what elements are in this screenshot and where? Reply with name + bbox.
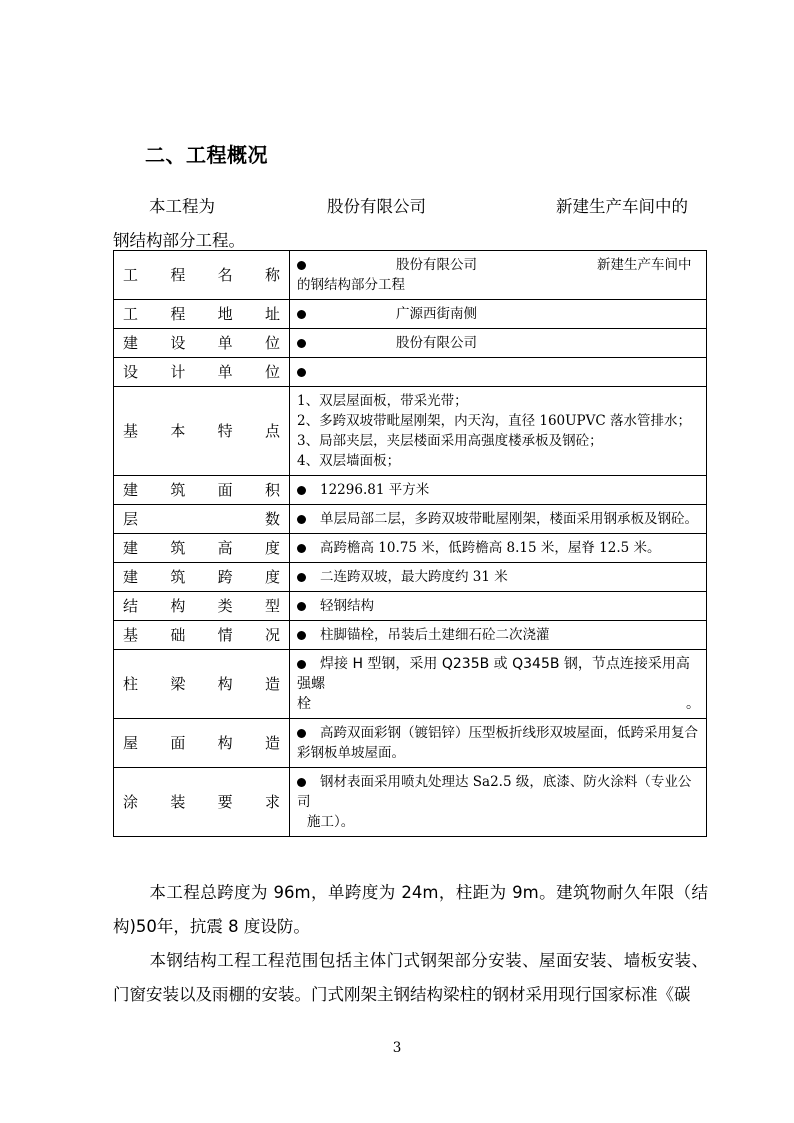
table-row bbox=[114, 719, 707, 768]
table-row bbox=[114, 300, 707, 329]
intro-text-b: 股份有限公司 bbox=[327, 197, 426, 216]
table-row bbox=[114, 534, 707, 563]
bullet-icon bbox=[297, 486, 306, 495]
value-text-project: 新建生产车间中 bbox=[597, 257, 692, 273]
row-label-coating-requirement: 涂装要求 bbox=[114, 768, 290, 837]
table-row bbox=[114, 650, 707, 719]
row-label-construction-unit: 建设单位 bbox=[114, 329, 290, 358]
row-value-construction-unit bbox=[290, 329, 707, 358]
value-line-1 bbox=[297, 255, 700, 275]
table-row bbox=[114, 251, 707, 300]
row-value-foundation bbox=[290, 621, 707, 650]
intro-line-1 bbox=[113, 190, 708, 224]
table-row bbox=[114, 329, 707, 358]
bullet-icon bbox=[297, 515, 306, 524]
closing-text-2: 本钢结构工程工程范围包括主体门式钢架部分安装、屋面安装、墙板安装、门窗安装以及雨棚的安装。门式刚架主钢结构梁柱的钢材采用现行国家标准《碳 bbox=[113, 951, 708, 1004]
table-row bbox=[114, 621, 707, 650]
row-label-floor-count: 层数 bbox=[114, 505, 290, 534]
feature-item: 4、双层墙面板； bbox=[297, 453, 401, 469]
table-row bbox=[114, 768, 707, 837]
section-heading-text: 二、工程概况 bbox=[145, 143, 268, 167]
value-text: 钢材表面采用喷丸处理达 Sa2.5 级，底漆、防火涂料（专业公司 bbox=[297, 774, 692, 810]
table-row bbox=[114, 387, 707, 476]
row-label-foundation: 基础情况 bbox=[114, 621, 290, 650]
row-value-building-span bbox=[290, 563, 707, 592]
closing-paragraph-1 bbox=[113, 876, 708, 944]
closing-text-1: 本工程总跨度为 96m，单跨度为 24m，柱距为 9m。建筑物耐久年限（结构)50年，抗震 8 度设防。 bbox=[113, 883, 708, 936]
value-text: 高跨双面彩钢（镀铝锌）压型板折线形双坡屋面，低跨采用复合 bbox=[320, 725, 698, 741]
bullet-icon bbox=[297, 368, 306, 377]
value-text: 高跨檐高 10.75 米，低跨檐高 8.15 米，屋脊 12.5 米。 bbox=[320, 540, 661, 556]
value-text: 轻钢结构 bbox=[320, 598, 374, 614]
closing-paragraphs bbox=[113, 876, 708, 1012]
row-label-column-beam: 柱梁构造 bbox=[114, 650, 290, 719]
bullet-icon bbox=[297, 729, 306, 738]
row-label-floor-area: 建筑面积 bbox=[114, 476, 290, 505]
value-text: 广源西街南侧 bbox=[396, 306, 477, 322]
trailing-period: 。 bbox=[686, 696, 700, 712]
value-text: 焊接 H 型钢，采用 Q235B 或 Q345B 钢，节点连接采用高强螺 bbox=[297, 656, 690, 692]
table-row bbox=[114, 505, 707, 534]
row-value-coating-requirement bbox=[290, 768, 707, 837]
table-row bbox=[114, 563, 707, 592]
value-text-company: 股份有限公司 bbox=[396, 257, 477, 273]
value-text: 二连跨双坡，最大跨度约 31 米 bbox=[320, 569, 508, 585]
page-number: 3 bbox=[392, 1040, 402, 1056]
row-value-floor-count bbox=[290, 505, 707, 534]
value-line-2 bbox=[297, 812, 700, 832]
bullet-icon bbox=[297, 602, 306, 611]
row-label-project-name: 工程名称 bbox=[114, 251, 290, 300]
table-row bbox=[114, 476, 707, 505]
bullet-icon bbox=[297, 310, 306, 319]
intro-text-c: 新建生产车间中的 bbox=[556, 197, 688, 216]
bullet-icon bbox=[297, 778, 306, 787]
value-text: 股份有限公司 bbox=[396, 335, 477, 351]
row-label-roof-construction: 屋面构造 bbox=[114, 719, 290, 768]
row-label-building-height: 建筑高度 bbox=[114, 534, 290, 563]
feature-item: 1、双层屋面板，带采光带； bbox=[297, 393, 468, 409]
value-text: 12296.81 平方米 bbox=[320, 482, 430, 498]
feature-item: 2、多跨双坡带毗屋刚架，内天沟，直径 160UPVC 落水管排水； bbox=[297, 413, 691, 429]
table-row bbox=[114, 358, 707, 387]
row-value-project-address bbox=[290, 300, 707, 329]
bullet-icon bbox=[297, 631, 306, 640]
value-text: 柱脚锚栓，吊装后土建细石砼二次浇灌 bbox=[320, 627, 550, 643]
bullet-icon bbox=[297, 544, 306, 553]
value-text-cont: 栓 bbox=[297, 696, 311, 712]
value-line-2: 的钢结构部分工程 bbox=[297, 277, 405, 293]
intro-paragraph bbox=[113, 190, 708, 258]
row-label-project-address: 工程地址 bbox=[114, 300, 290, 329]
bullet-icon bbox=[297, 261, 306, 270]
feature-item: 3、局部夹层，夹层楼面采用高强度楼承板及钢砼； bbox=[297, 433, 603, 449]
value-line-1 bbox=[297, 772, 700, 812]
row-value-building-height bbox=[290, 534, 707, 563]
closing-paragraph-2 bbox=[113, 944, 708, 1012]
project-overview-table bbox=[113, 250, 707, 837]
row-value-basic-features bbox=[290, 387, 707, 476]
value-text: 单层局部二层，多跨双坡带毗屋刚架，楼面采用钢承板及钢砼。 bbox=[320, 511, 698, 527]
table-row bbox=[114, 592, 707, 621]
row-value-project-name bbox=[290, 251, 707, 300]
row-value-floor-area bbox=[290, 476, 707, 505]
bullet-icon bbox=[297, 339, 306, 348]
value-line-2: 彩钢板单坡屋面。 bbox=[297, 745, 405, 761]
row-value-structure-type bbox=[290, 592, 707, 621]
value-line-2 bbox=[297, 694, 700, 714]
bullet-icon bbox=[297, 573, 306, 582]
value-text-cont: 施工）。 bbox=[307, 814, 355, 830]
row-label-design-unit: 设计单位 bbox=[114, 358, 290, 387]
intro-line-2: 钢结构部分工程。 bbox=[113, 231, 245, 250]
row-value-roof-construction bbox=[290, 719, 707, 768]
row-label-structure-type: 结构类型 bbox=[114, 592, 290, 621]
row-value-design-unit bbox=[290, 358, 707, 387]
bullet-icon bbox=[297, 660, 306, 669]
row-value-column-beam bbox=[290, 650, 707, 719]
value-line-1 bbox=[297, 723, 700, 743]
row-label-basic-features: 基本特点 bbox=[114, 387, 290, 476]
value-line-1 bbox=[297, 654, 700, 694]
section-heading bbox=[113, 142, 268, 168]
row-label-building-span: 建筑跨度 bbox=[114, 563, 290, 592]
intro-text-a: 本工程为 bbox=[149, 197, 215, 216]
